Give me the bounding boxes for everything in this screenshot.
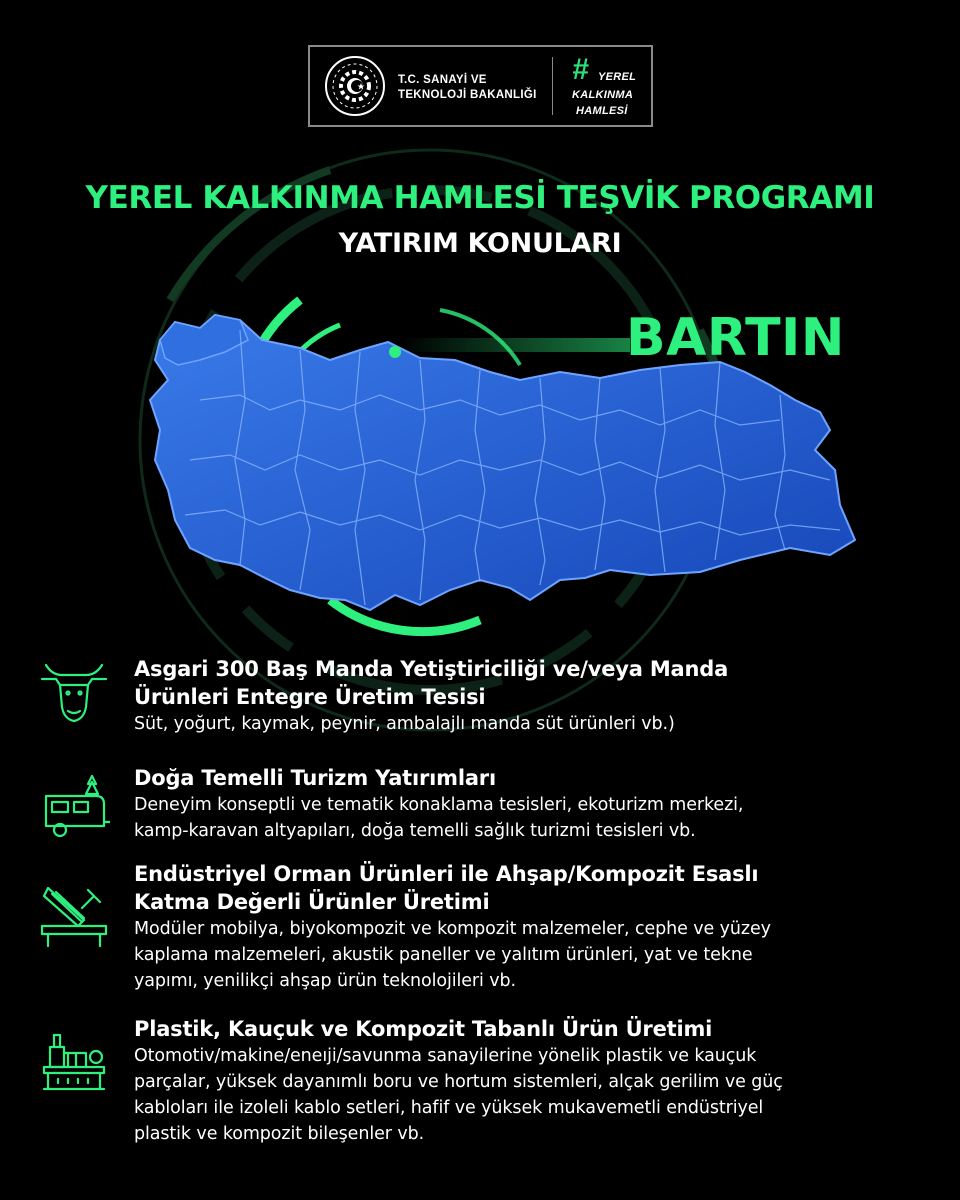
- topic-title: [134, 1015, 894, 1043]
- topic-title: [134, 860, 894, 916]
- topic-title-line: Endüstriyel Orman Ürünleri ile Ahşap/Kompozit Esaslı: [134, 862, 759, 886]
- topic-text: [134, 860, 894, 994]
- topic-desc-line: Süt, yoğurt, kaymak, peynir, ambalajlı manda süt ürünleri vb.): [134, 714, 675, 734]
- topic-desc-line: kabloları ile izoleli kablo setleri, hafif ve yüksek mukavemetli endüstriyel: [134, 1098, 764, 1118]
- topic-title: [134, 764, 894, 792]
- ministry-name-line: TEKNOLOJİ BAKANLIĞI: [398, 89, 537, 101]
- topic-description: [134, 711, 894, 737]
- topic-title-line: Ürünleri Entegre Üretim Tesisi: [134, 685, 486, 709]
- page-subtitle: YATIRIM KONULARI: [338, 228, 622, 259]
- topic-title-line: Doğa Temelli Turizm Yatırımları: [134, 766, 496, 790]
- campaign-logo-line: KALKINMA: [572, 89, 634, 101]
- topic-text: [134, 655, 894, 737]
- ministry-name-line: T.C. SANAYİ VE: [398, 74, 487, 86]
- ministry-name: [398, 73, 537, 103]
- wood-processing-icon: [38, 878, 110, 950]
- topic-desc-line: parçalar, yüksek dayanımlı boru ve hortum sistemleri, alçak gerilim ve güç: [134, 1072, 783, 1092]
- header-badge: [308, 45, 653, 127]
- campaign-logo-line: YEREL: [598, 71, 637, 83]
- page-title: YEREL KALKINMA HAMLESİ TEŞVİK PROGRAMI: [85, 180, 875, 216]
- topic-description: [134, 1043, 894, 1147]
- hashtag-icon: #: [572, 53, 589, 86]
- topic-title-line: Asgari 300 Baş Manda Yetiştiriciliği ve/veya Manda: [134, 657, 729, 681]
- province-label: BARTIN: [626, 308, 845, 368]
- topic-desc-line: plastik ve kompozit bileşenler vb.: [134, 1124, 425, 1144]
- campaign-logo-line: HAMLESİ: [576, 105, 628, 117]
- topic-desc-line: yapımı, yenilikçi ahşap ürün teknolojileri vb.: [134, 971, 516, 991]
- buffalo-icon: [38, 655, 110, 727]
- province-marker: [389, 346, 401, 358]
- topic-title-line: Katma Değerli Ürünler Üretimi: [134, 890, 490, 914]
- topic-desc-line: kaplama malzemeleri, akustik paneller ve yalıtım ürünleri, yat ve tekne: [134, 945, 753, 965]
- topic-desc-line: Otomotiv/makine/eneıji/savunma sanayilerine yönelik plastik ve kauçuk: [134, 1046, 757, 1066]
- topic-desc-line: kamp-karavan altyapıları, doğa temelli sağlık turizmi tesisleri vb.: [134, 821, 696, 841]
- topic-desc-line: Deneyim konseptli ve tematik konaklama tesisleri, ekoturizm merkezi,: [134, 795, 744, 815]
- topic-text: [134, 1015, 894, 1147]
- header-divider: [552, 57, 553, 115]
- topic-title-line: Plastik, Kauçuk ve Kompozit Tabanlı Ürün Üretimi: [134, 1017, 713, 1041]
- topic-desc-line: Modüler mobilya, biyokompozit ve kompozit malzemeler, cephe ve yüzey: [134, 919, 771, 939]
- topic-description: [134, 916, 894, 994]
- caravan-icon: [38, 772, 110, 844]
- ministry-seal-icon: [324, 55, 386, 117]
- factory-machine-icon: [38, 1023, 110, 1095]
- topic-description: [134, 792, 894, 844]
- topic-title: [134, 655, 894, 711]
- topic-text: [134, 764, 894, 844]
- campaign-logo: [566, 55, 646, 121]
